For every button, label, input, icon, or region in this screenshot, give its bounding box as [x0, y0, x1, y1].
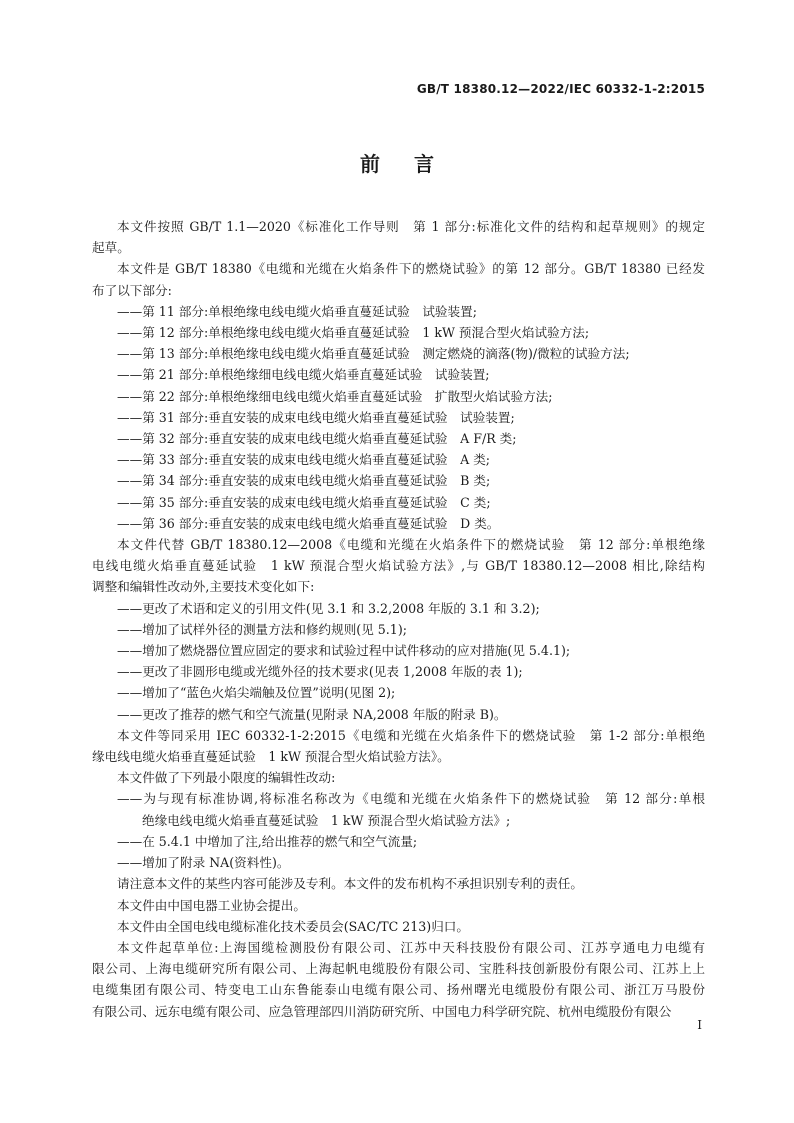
list-item: 绝缘电线电缆火焰垂直蔓延试验 1 kW 预混合型火焰试验方法》;: [142, 812, 511, 828]
list-item: ——第 35 部分:垂直安装的成束电线电缆火焰垂直蔓延试验 C 类;: [117, 494, 491, 510]
list-item: ——第 21 部分:单根绝缘细电线电缆火焰垂直蔓延试验 试验装置;: [117, 367, 490, 383]
list-item: ——增加了试样外径的测量方法和修约规则(见 5.1);: [117, 621, 407, 637]
paragraph-line: 电线电缆火焰垂直蔓延试验 1 kW 预混合型火焰试验方法》,与 GB/T 18380.12—2008 相比,除结构: [92, 558, 705, 574]
paragraph-line: 本文件起草单位:上海国缆检测股份有限公司、江苏中天科技股份有限公司、江苏亨通电力电缆有: [117, 939, 705, 955]
list-item: ——在 5.4.1 中增加了注,给出推荐的燃气和空气流量;: [117, 833, 418, 849]
list-item: ——第 32 部分:垂直安装的成束电线电缆火焰垂直蔓延试验 A F/R 类;: [117, 431, 517, 447]
paragraph-line: 电缆集团有限公司、特变电工山东鲁能泰山电缆有限公司、扬州曙光电缆股份有限公司、浙江万马股份: [92, 982, 705, 998]
paragraph-line: 调整和编辑性改动外,主要技术变化如下:: [92, 579, 315, 595]
list-item: ——第 22 部分:单根绝缘细电线电缆火焰垂直蔓延试验 扩散型火焰试验方法;: [117, 388, 553, 404]
document-body: [92, 216, 705, 1022]
list-item: ——第 31 部分:垂直安装的成束电线电缆火焰垂直蔓延试验 试验装置;: [117, 409, 515, 425]
list-item: ——第 11 部分:单根绝缘电线电缆火焰垂直蔓延试验 试验装置;: [117, 303, 477, 319]
paragraph-line: 本文件由全国电线电缆标准化技术委员会(SAC/TC 213)归口。: [117, 918, 469, 934]
list-item: ——第 13 部分:单根绝缘电线电缆火焰垂直蔓延试验 测定燃烧的滴落(物)/微粒的试验方法;: [117, 346, 630, 362]
list-item: ——更改了推荐的燃气和空气流量(见附录 NA,2008 年版的附录 B)。: [117, 706, 507, 722]
paragraph-line: 本文件按照 GB/T 1.1—2020《标准化工作导则 第 1 部分:标准化文件的结构和起草规则》的规定: [117, 219, 705, 234]
paragraph-line: 本文件由中国电器工业协会提出。: [117, 897, 306, 913]
paragraph-line: 本文件做了下列最小限度的编辑性改动:: [117, 770, 336, 786]
paragraph-line: 本文件代替 GB/T 18380.12—2008《电缆和光缆在火焰条件下的燃烧试验 第 12 部分:单根绝缘: [117, 537, 705, 553]
list-item: ——增加了“蓝色火焰尖端触及位置”说明(见图 2);: [117, 685, 396, 701]
list-item: ——第 34 部分:垂直安装的成束电线电缆火焰垂直蔓延试验 B 类;: [117, 473, 491, 489]
list-item: ——第 33 部分:垂直安装的成束电线电缆火焰垂直蔓延试验 A 类;: [117, 452, 491, 468]
paragraph-line: 本文件是 GB/T 18380《电缆和光缆在火焰条件下的燃烧试验》的第 12 部分。GB/T 18380 已经发: [117, 261, 705, 277]
list-item: ——第 12 部分:单根绝缘电线电缆火焰垂直蔓延试验 1 kW 预混合型火焰试验方法;: [117, 325, 590, 341]
list-item: ——更改了非圆形电缆或光缆外径的技术要求(见表 1,2008 年版的表 1);: [117, 664, 523, 680]
paragraph-line: 限公司、上海电缆研究所有限公司、上海起帆电缆股份有限公司、宝胜科技创新股份有限公司、江苏上上: [92, 961, 705, 977]
paragraph-line: 起草。: [92, 240, 130, 256]
list-item: ——第 36 部分:垂直安装的成束电线电缆火焰垂直蔓延试验 D 类。: [117, 515, 500, 531]
paragraph-line: 有限公司、远东电缆有限公司、应急管理部四川消防研究所、中国电力科学研究院、杭州电缆股份有限公: [92, 1003, 672, 1019]
paragraph-line: 本文件等同采用 IEC 60332-1-2:2015《电缆和光缆在火焰条件下的燃烧试验 第 1-2 部分:单根绝: [117, 727, 705, 743]
list-item: ——增加了燃烧器位置应固定的要求和试验过程中试件移动的应对措施(见 5.4.1);: [117, 643, 571, 659]
page-number: I: [697, 1018, 702, 1032]
paragraph-line: 请注意本文件的某些内容可能涉及专利。本文件的发布机构不承担识别专利的责任。: [117, 876, 583, 892]
page-title: 前言: [360, 152, 468, 176]
list-item: ——增加了附录 NA(资料性)。: [117, 855, 290, 871]
paragraph-line: 缘电线电缆火焰垂直蔓延试验 1 kW 预混合型火焰试验方法》。: [92, 749, 450, 765]
list-item: ——更改了术语和定义的引用文件(见 3.1 和 3.2,2008 年版的 3.1 和 3.2);: [117, 600, 540, 616]
paragraph-line: 布了以下部分:: [92, 282, 172, 298]
standard-code: GB/T 18380.12—2022/IEC 60332-1-2:2015: [416, 82, 705, 96]
list-item: ——为与现有标准协调,将标准名称改为《电缆和光缆在火焰条件下的燃烧试验 第 12 部分:单根: [117, 791, 705, 807]
